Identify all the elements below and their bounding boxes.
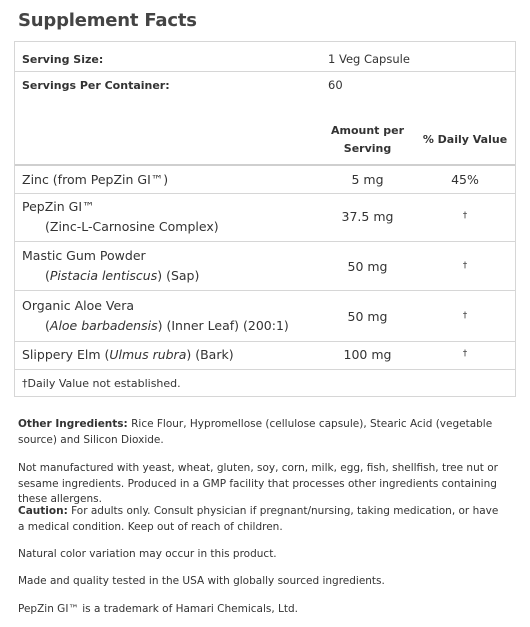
row-divider: [15, 290, 515, 291]
daily-value-header: % Daily Value: [422, 133, 508, 146]
amount-header-line1: Amount per: [330, 124, 405, 137]
row-divider: [15, 341, 515, 342]
other-ingredients: Other Ingredients: Rice Flour, Hypromellose (cellulose capsule), Stearic Acid (vegetable source) and Silicon Dioxide.: [18, 418, 493, 446]
ingredient-amount: 50 mg: [347, 309, 388, 324]
servings-per-container-label: Servings Per Container:: [22, 79, 170, 92]
caution-statement: Caution: For adults only. Consult physician if pregnant/nursing, taking medication, or have a medical condition. Keep out of reach of children.: [18, 505, 499, 533]
ingredient-name: Slippery Elm (Ulmus rubra) (Bark): [22, 347, 234, 362]
allergen-statement: Not manufactured with yeast, wheat, gluten, soy, corn, milk, egg, fish, shellfish, tree nut or sesame ingredients. Produced in a GMP facility that processes other ingredients containing these allergens.: [18, 462, 498, 505]
row-divider: [15, 369, 515, 370]
ingredient-daily-value: 45%: [451, 172, 479, 187]
serving-size-label: Serving Size:: [22, 53, 104, 66]
trademark-note: PepZin GI™ is a trademark of Hamari Chemicals, Ltd.: [18, 603, 298, 615]
ingredient-amount: 5 mg: [351, 172, 384, 187]
ingredient-name: Zinc (from PepZin GI™): [22, 172, 169, 187]
ingredient-amount: 37.5 mg: [341, 209, 394, 224]
ingredient-daily-value: †: [462, 261, 468, 271]
row-divider: [15, 71, 515, 72]
daily-value-footnote: †Daily Value not established.: [22, 377, 181, 390]
ingredient-subtitle: (Pistacia lentiscus) (Sap): [45, 268, 200, 283]
ingredient-subtitle: (Aloe barbadensis) (Inner Leaf) (200:1): [45, 318, 289, 333]
ingredient-daily-value: †: [462, 349, 468, 359]
amount-header-line2: Serving: [343, 142, 392, 155]
ingredient-name: PepZin GI™: [22, 199, 95, 214]
ingredient-name: Organic Aloe Vera: [22, 298, 134, 313]
servings-per-container-value: 60: [328, 78, 343, 92]
ingredient-daily-value: †: [462, 311, 468, 321]
row-divider: [15, 241, 515, 242]
ingredient-daily-value: †: [462, 211, 468, 221]
row-divider: [15, 193, 515, 194]
ingredient-subtitle: (Zinc-L-Carnosine Complex): [45, 219, 219, 234]
page-title: Supplement Facts: [18, 10, 197, 31]
header-divider: [15, 164, 515, 166]
color-variation-note: Natural color variation may occur in this product.: [18, 548, 277, 560]
ingredient-amount: 50 mg: [347, 259, 388, 274]
made-in-usa-note: Made and quality tested in the USA with globally sourced ingredients.: [18, 575, 385, 587]
ingredient-name: Mastic Gum Powder: [22, 248, 146, 263]
amount-per-serving-header: [315, 122, 420, 158]
supplement-facts-table: [14, 41, 516, 397]
serving-size-value: 1 Veg Capsule: [328, 52, 410, 66]
ingredient-amount: 100 mg: [343, 347, 392, 362]
